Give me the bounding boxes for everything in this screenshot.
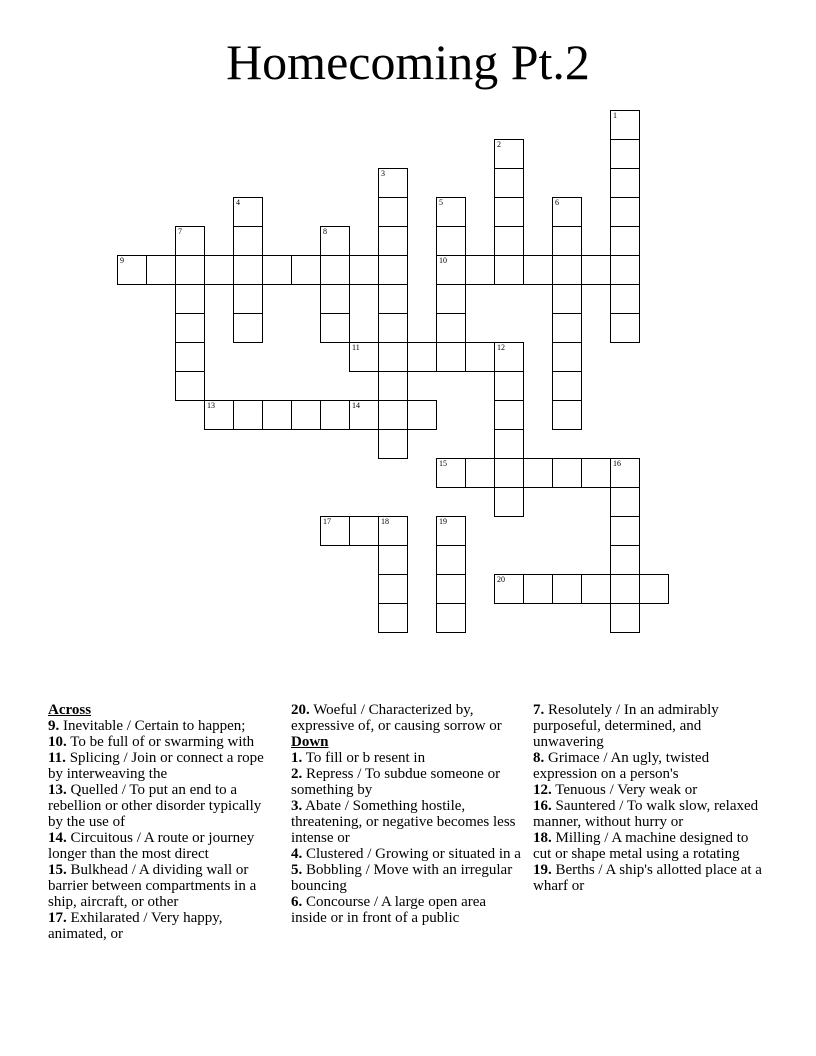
clue-text: To be full of or swarming with [66,734,255,750]
crossword-cell[interactable] [552,197,582,227]
clue-entry [533,702,765,750]
crossword-cell[interactable] [552,226,582,256]
clue-number: 5. [291,862,303,878]
crossword-cell[interactable] [610,313,640,343]
clue-entry [291,894,523,926]
crossword-cell[interactable] [494,458,524,488]
clue-number-label: 9 [120,256,124,265]
crossword-cell[interactable] [320,255,350,285]
crossword-cell[interactable] [494,429,524,459]
clue-number: 16. [533,798,552,814]
crossword-cell[interactable] [407,342,437,372]
crossword-cell[interactable] [523,574,553,604]
crossword-cell[interactable] [494,574,524,604]
clue-entry [533,798,765,830]
clue-column-1 [48,702,280,942]
crossword-cell[interactable] [436,197,466,227]
clue-text: Inevitable / Certain to happen; [59,718,246,734]
crossword-cell[interactable] [262,400,292,430]
crossword-cell[interactable] [233,400,263,430]
crossword-cell[interactable] [552,284,582,314]
crossword-cell[interactable] [349,255,379,285]
crossword-cell[interactable] [465,342,495,372]
clue-text: Tenuous / Very weak or [551,782,698,798]
clue-number-label: 10 [439,256,447,265]
crossword-cell[interactable] [378,313,408,343]
crossword-cell[interactable] [610,197,640,227]
clue-column-3 [533,702,765,894]
crossword-cell[interactable] [523,255,553,285]
clue-entry [48,782,280,830]
crossword-cell[interactable] [436,516,466,546]
puzzle-title: Homecoming Pt.2 [226,34,590,90]
crossword-cell[interactable] [175,313,205,343]
crossword-cell[interactable] [378,284,408,314]
clue-entry [533,862,765,894]
crossword-cell[interactable] [552,400,582,430]
crossword-cell[interactable] [146,255,176,285]
crossword-cell[interactable] [233,197,263,227]
clue-number: 1. [291,750,303,766]
clue-number-label: 7 [178,227,182,236]
crossword-cell[interactable] [175,371,205,401]
clue-number: 8. [533,750,545,766]
crossword-cell[interactable] [610,487,640,517]
clue-number-label: 19 [439,517,447,526]
clue-number-label: 12 [497,343,505,352]
crossword-cell[interactable] [610,545,640,575]
crossword-cell[interactable] [494,487,524,517]
clue-text: Splicing / Join or connect a rope by interweaving the [48,750,264,782]
crossword-cell[interactable] [291,255,321,285]
crossword-cell[interactable] [581,574,611,604]
clue-number: 13. [48,782,67,798]
crossword-cell[interactable] [436,226,466,256]
crossword-cell[interactable] [378,371,408,401]
crossword-cell[interactable] [610,603,640,633]
crossword-cell[interactable] [610,226,640,256]
clue-text: To fill or b resent in [302,750,426,766]
clue-text: Abate / Something hostile, threatening, or negative becomes less intense or [291,798,516,846]
clue-number: 18. [533,830,552,846]
crossword-cell[interactable] [349,342,379,372]
clue-number: 4. [291,846,303,862]
crossword-cell[interactable] [117,255,147,285]
crossword-cell[interactable] [465,458,495,488]
clue-text: Milling / A machine designed to cut or shape metal using a rotating [533,830,749,862]
crossword-cell[interactable] [378,255,408,285]
clue-number: 15. [48,862,67,878]
clue-section-header: Down [291,734,329,750]
crossword-cell[interactable] [349,516,379,546]
crossword-cell[interactable] [552,342,582,372]
clue-section-header: Across [48,702,92,718]
clue-entry [291,846,523,862]
crossword-cell[interactable] [581,255,611,285]
crossword-cell[interactable] [494,400,524,430]
clue-number-label: 20 [497,575,505,584]
clue-number-label: 5 [439,198,443,207]
clue-text: Quelled / To put an end to a rebellion or other disorder typically by the use of [48,782,262,830]
crossword-cell[interactable] [436,574,466,604]
clue-number: 20. [291,702,310,718]
crossword-cell[interactable] [610,458,640,488]
crossword-cell[interactable] [175,284,205,314]
clue-number-label: 13 [207,401,215,410]
clue-entry [48,830,280,862]
clue-column-2 [291,702,523,926]
crossword-cell[interactable] [494,139,524,169]
crossword-cell[interactable] [378,516,408,546]
clue-entry [48,862,280,910]
crossword-cell[interactable] [320,516,350,546]
crossword-cell[interactable] [320,313,350,343]
crossword-cell[interactable] [436,603,466,633]
crossword-cell[interactable] [494,168,524,198]
clue-text: Berths / A ship's allotted place at a wharf or [533,862,762,894]
clue-number: 3. [291,798,303,814]
clue-number-label: 18 [381,517,389,526]
clue-entry [533,782,765,798]
clue-number: 10. [48,734,67,750]
crossword-cell[interactable] [610,168,640,198]
clue-text: Repress / To subdue someone or something by [291,766,501,798]
crossword-cell[interactable] [436,458,466,488]
clue-entry [533,830,765,862]
crossword-cell[interactable] [175,342,205,372]
clue-number: 6. [291,894,303,910]
crossword-cell[interactable] [378,226,408,256]
crossword-cell[interactable] [639,574,669,604]
crossword-cell[interactable] [494,226,524,256]
clue-number-label: 11 [352,343,360,352]
crossword-cell[interactable] [610,255,640,285]
crossword-cell[interactable] [233,255,263,285]
crossword-cell[interactable] [349,400,379,430]
crossword-cell[interactable] [378,429,408,459]
clue-entry [48,718,280,734]
crossword-cell[interactable] [291,400,321,430]
crossword-cell[interactable] [436,342,466,372]
crossword-cell[interactable] [610,574,640,604]
crossword-cell[interactable] [494,342,524,372]
clue-entry [291,766,523,798]
crossword-cell[interactable] [552,255,582,285]
crossword-cell[interactable] [610,110,640,140]
clue-text: Exhilarated / Very happy, animated, or [48,910,223,942]
crossword-cell[interactable] [320,284,350,314]
clue-number-label: 17 [323,517,331,526]
crossword-cell[interactable] [233,284,263,314]
crossword-cell[interactable] [436,545,466,575]
crossword-cell[interactable] [175,226,205,256]
clue-number-label: 15 [439,459,447,468]
crossword-cell[interactable] [494,371,524,401]
clue-text: Woeful / Characterized by, expressive of, or causing sorrow or [291,702,502,734]
clue-entry [48,750,280,782]
crossword-cell[interactable] [175,255,205,285]
crossword-cell[interactable] [378,342,408,372]
clue-number: 11. [48,750,66,766]
clue-number: 12. [533,782,552,798]
clue-number-label: 8 [323,227,327,236]
clue-number: 19. [533,862,552,878]
clue-text: Grimace / An ugly, twisted expression on a person's [533,750,710,782]
clue-number: 14. [48,830,67,846]
crossword-cell[interactable] [552,574,582,604]
clue-entry [291,798,523,846]
crossword-cell[interactable] [552,371,582,401]
clue-entry [291,750,523,766]
crossword-cell[interactable] [378,545,408,575]
clue-text: Concourse / A large open area inside or in front of a public [291,894,487,926]
crossword-cell[interactable] [233,226,263,256]
crossword-cell[interactable] [494,197,524,227]
crossword-cell[interactable] [523,458,553,488]
clue-number-label: 2 [497,140,501,149]
clue-entry [533,750,765,782]
clue-text: Bobbling / Move with an irregular bouncing [291,862,513,894]
crossword-cell[interactable] [552,313,582,343]
crossword-cell[interactable] [378,574,408,604]
crossword-cell[interactable] [233,313,263,343]
clue-text: Clustered / Growing or situated in a [302,846,521,862]
crossword-cell[interactable] [262,255,292,285]
clue-text: Circuitous / A route or journey longer than the most direct [48,830,255,862]
clue-text: Sauntered / To walk slow, relaxed manner, without hurry or [533,798,759,830]
crossword-cell[interactable] [610,139,640,169]
clue-number-label: 1 [613,111,617,120]
crossword-cell[interactable] [610,284,640,314]
crossword-cell[interactable] [378,168,408,198]
crossword-cell[interactable] [204,255,234,285]
crossword-cell[interactable] [436,284,466,314]
clue-entry [291,862,523,894]
crossword-cell[interactable] [436,313,466,343]
crossword-cell[interactable] [320,400,350,430]
clue-number-label: 14 [352,401,360,410]
crossword-cell[interactable] [552,458,582,488]
crossword-cell[interactable] [494,255,524,285]
clue-text: Resolutely / In an admirably purposeful, determined, and unwavering [533,702,719,750]
crossword-cell[interactable] [320,226,350,256]
clue-entry [291,702,523,734]
clue-number: 2. [291,766,303,782]
clue-number-label: 6 [555,198,559,207]
clue-entry [48,910,280,942]
crossword-cell[interactable] [378,197,408,227]
crossword-cell[interactable] [407,400,437,430]
clue-number-label: 16 [613,459,621,468]
clue-entry [48,734,280,750]
clue-number: 7. [533,702,545,718]
crossword-cell[interactable] [581,458,611,488]
clue-number-label: 4 [236,198,240,207]
crossword-cell[interactable] [465,255,495,285]
crossword-cell[interactable] [436,255,466,285]
crossword-cell[interactable] [378,603,408,633]
clue-number-label: 3 [381,169,385,178]
clue-number: 17. [48,910,67,926]
crossword-cell[interactable] [378,400,408,430]
clue-text: Bulkhead / A dividing wall or barrier between compartments in a ship, aircraft, or other [48,862,257,910]
crossword-cell[interactable] [610,516,640,546]
crossword-cell[interactable] [204,400,234,430]
clue-number: 9. [48,718,60,734]
